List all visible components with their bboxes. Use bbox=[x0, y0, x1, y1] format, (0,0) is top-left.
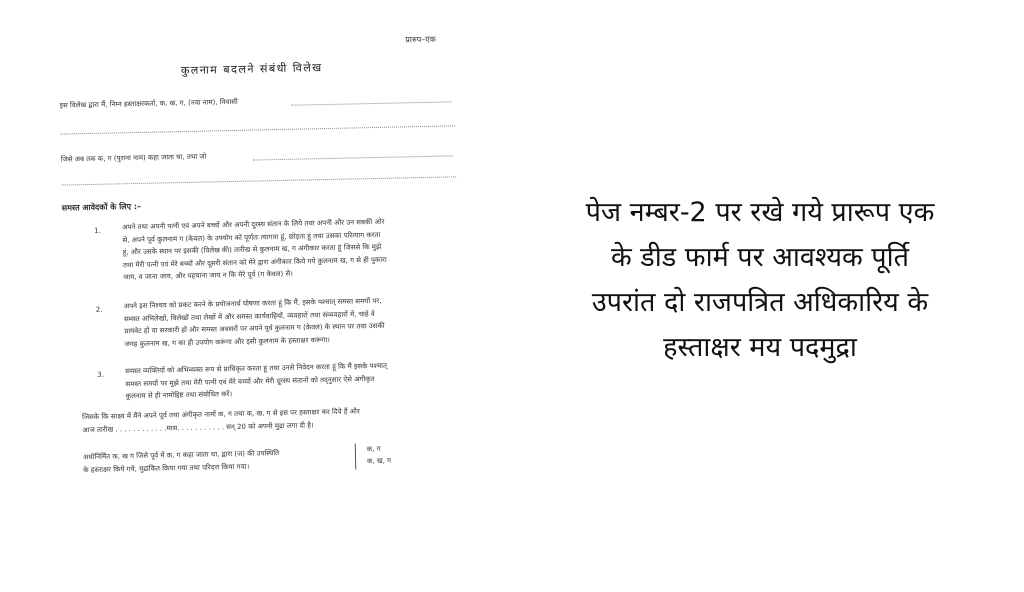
paragraph-2: अपने इस निश्चय को प्रकट करने के प्रयोजनार्थ घोषणा करता हूं कि मैं, इसके पश्चात् समस्त समयों पर, समस्त अभिलेखों, विलेखों तथा लेखों में और समस्त कार्यवाहियों, व्यवहारों तथा संव्यवहारों में, चाहे वे प्रायवेट हों या सरकारी हों और समस्त अवसरों पर अपने पूर्व कुलनाम ग (केवल) के स्थान पर तथा उसकी जगह कुलनाम ख, ग का ही उपयोग करूंगा और इसी कुलनाम के हस्ताक्षर करूंगा। bbox=[123, 296, 385, 348]
paragraph-number: 1. bbox=[94, 226, 101, 235]
caption-text: पेज नम्बर-2 पर रखे गये प्रारूप एक के डीड फार्म पर आवश्यक पूर्ति उपरांत दो राजपत्रित अधिकारिय के हस्ताक्षर मय पदमुद्रा bbox=[585, 197, 935, 363]
form-reference: प्रारुप–एक bbox=[405, 34, 436, 45]
paragraph-1: अपने तथा अपनी पत्नी एवं अपने बच्चों और अपनी दूरस्थ संतान के लिये तथा अपनी और उन सबकी ओर से, अपने पूर्व कुलनाम ग (केवल) के उपयोग को पूर्णतः त्यागता हूं, छोड़ता हूं तथा उसका परित्याग करता हूं, और उसके स्थान पर इसकी (विलेख की) तारीख से कुलनाम ख, ग अंगीकार करता हूं जिससे कि मुझे तथा मेरी पत्नी एवं मेरे बच्चों और दूसरी संतान को मेरे द्वारा अंगीकार किये गये कुलनाम ख, ग से ही पुकारा जाय, व जाना जाय, और पहचाना जाय न कि मेरे पूर्व (ग केवल) से। bbox=[122, 217, 387, 282]
section-heading: समस्त आवेदकों के लिए :– bbox=[61, 201, 142, 213]
signature-divider bbox=[355, 443, 357, 469]
fill-line bbox=[292, 101, 452, 105]
fill-line bbox=[253, 155, 453, 160]
form-title: कुलनाम बदलने संबंधी विलेख bbox=[180, 61, 323, 78]
fill-line bbox=[60, 125, 455, 134]
paragraph-number: 2. bbox=[95, 305, 103, 314]
paragraph-3: समस्त व्यक्तियों को अभिव्यक्त रूप से प्राधिकृत करता हूं तथा उनसे निवेदन करता हूं कि मैं इसके पश्चात् समस्त समयों पर मुझे तथा मेरी पत्नी एवं मेरे बच्चों और मेरी दूरस्थ संतानों को तद्नुसार ऐसे अंगीकृत कुलनाम से ही नामोद्दिष्ट तथा संबोधित करें। bbox=[125, 361, 387, 401]
deed-form-scan bbox=[40, 21, 479, 480]
declarant-line: इस विलेख द्वारा मैं, निम्न हस्ताक्षरकर्ता, क, ख, ग, (नया नाम), निवासी bbox=[59, 97, 238, 110]
signature-names: क, ग क, ख, ग bbox=[366, 444, 392, 466]
witness-clause: जिसके कि साक्ष्य में मैंने अपने पूर्व तथा अंगीकृत नामों क, ग तथा क, ख, ग से इस पर हस्ताक्षर कर दिये हैं और आज तारीख . . . . . . . . . . . .मास. . . . . . . . . . . सन् 20 को अपनी मुद्रा लगा दी है। bbox=[82, 407, 360, 434]
attestation-clause: अधोनिर्मित क, ख ग जिसे पूर्व में क, ग कहा जाता था, द्वारा (ज) की उपस्थिति के हस्ताक्षर किये गये, मुद्रांकित किया गया तथा परिदत्त किया गया। bbox=[82, 449, 280, 474]
paragraph-number: 3. bbox=[97, 370, 105, 379]
fill-line bbox=[61, 176, 456, 185]
old-name-line: जिसे अब तक क, ग (पुराना नाम) कहा जाता था, तथा जो bbox=[60, 152, 207, 164]
